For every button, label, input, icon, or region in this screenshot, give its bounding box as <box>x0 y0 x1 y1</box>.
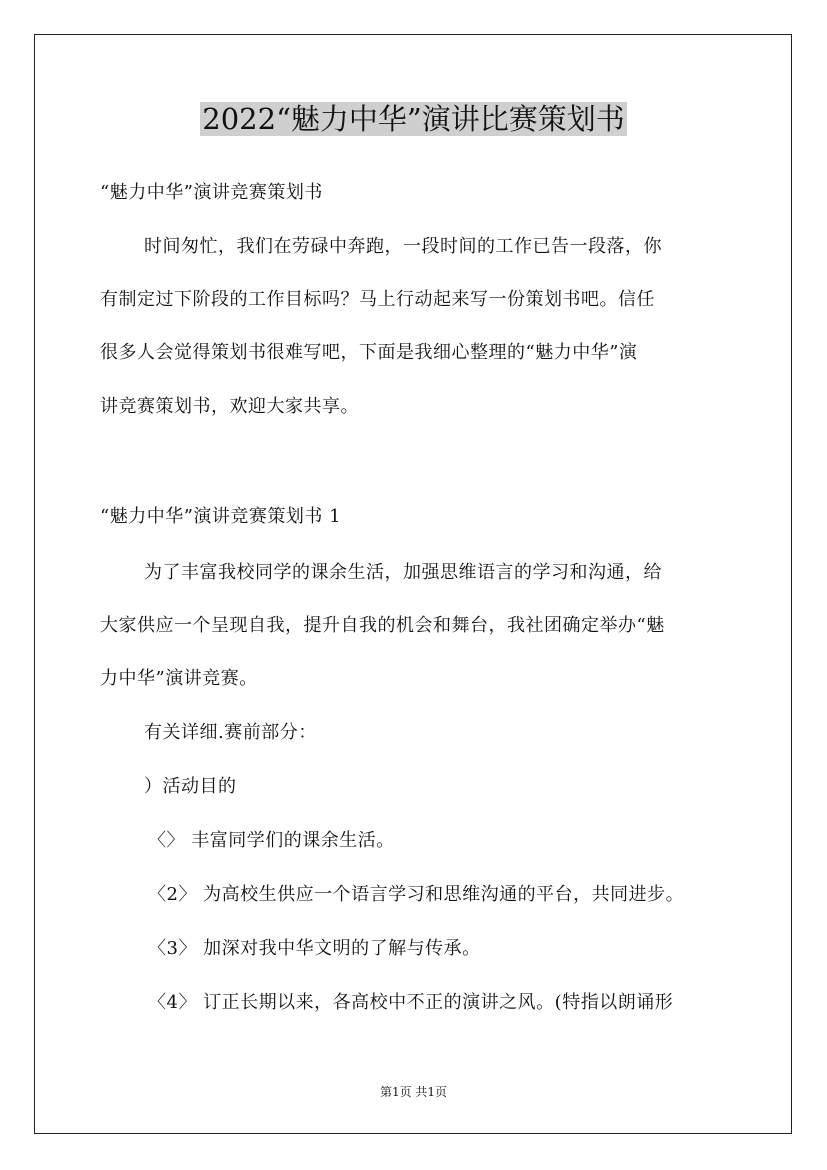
paragraph-line: 力中华”演讲竞赛。 <box>100 668 258 689</box>
document-title-container <box>0 98 827 140</box>
paragraph-line: 为了丰富我校同学的课余生活，加强思维语言的学习和沟通，给 <box>144 562 662 583</box>
section-heading: “魅力中华”演讲竞赛策划书 1 <box>100 506 342 527</box>
paragraph-line: 有制定过下阶段的工作目标吗？马上行动起来写一份策划书吧。信任 <box>100 289 655 310</box>
list-item: 〈2〉 为高校生供应一个语言学习和思维沟通的平台，共同进步。 <box>148 884 685 905</box>
list-item: 〈3〉 加深对我中华文明的了解与传承。 <box>148 938 481 959</box>
paragraph-line: 大家供应一个呈现自我，提升自我的机会和舞台，我社团确定举办“魅 <box>100 615 665 636</box>
paragraph-line: 讲竞赛策划书，欢迎大家共享。 <box>100 396 359 417</box>
paragraph-line: 很多人会觉得策划书很难写吧，下面是我细心整理的“魅力中华”演 <box>100 342 638 363</box>
paragraph-line: 时间匆忙，我们在劳碌中奔跑，一段时间的工作已告一段落，你 <box>144 236 662 257</box>
list-item: 〈4〉 订正长期以来，各高校中不正的演讲之风。(特指以朗诵形 <box>148 992 674 1013</box>
list-item: 〈〉 丰富同学们的课余生活。 <box>148 830 395 851</box>
paragraph-line: 有关详细.赛前部分： <box>144 722 317 743</box>
list-heading: ）活动目的 <box>144 776 237 797</box>
subtitle-line: “魅力中华”演讲竞赛策划书 <box>100 182 323 203</box>
document-title: 2022“魅力中华”演讲比赛策划书 <box>202 102 625 136</box>
page-footer: 第1页 共1页 <box>379 1085 448 1099</box>
